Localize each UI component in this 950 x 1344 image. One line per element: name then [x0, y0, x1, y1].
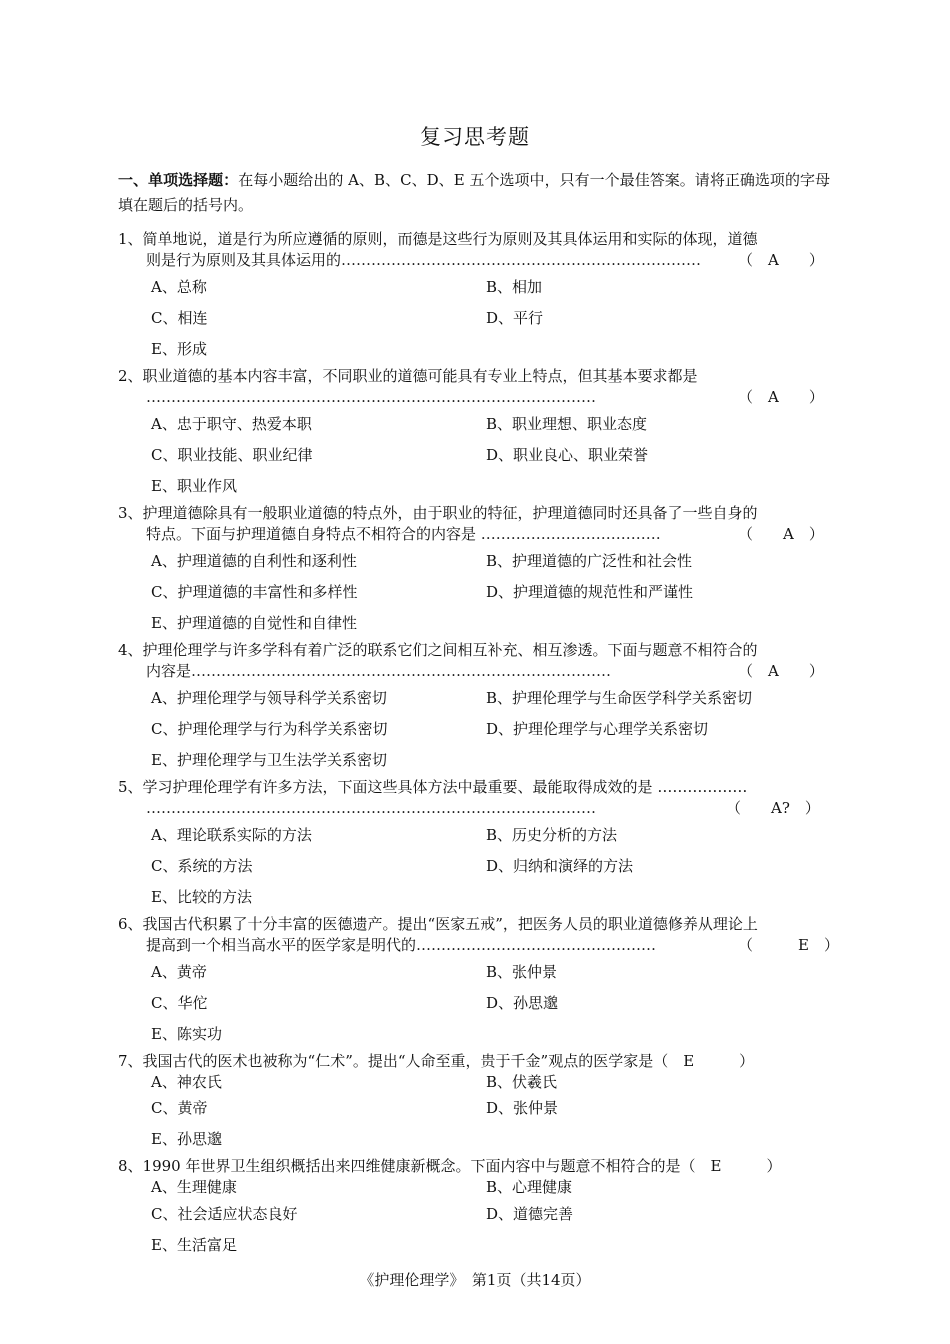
question-6-option-c: C、华佗 [151, 994, 208, 1012]
page-title: 复习思考题 [420, 125, 530, 149]
question-3-answer: （ A ） [738, 525, 824, 543]
question-7-option-b: B、伏羲氏 [486, 1073, 558, 1091]
question-5-answer: （ A? ） [726, 799, 820, 817]
question-1-line2: 则是行为原则及其具体运用的……………………………………………………………… [146, 251, 702, 269]
section-instructions: 在每小题给出的 A、B、C、D、E 五个选项中，只有一个最佳答案。请将正确选项的字母填在题后的括号内。 [118, 171, 830, 214]
question-4-line1: 4、护理伦理学与许多学科有着广泛的联系它们之间相互补充、相互渗透。下面与题意不相符合的 [118, 641, 758, 659]
question-3-option-c: C、护理道德的丰富性和多样性 [151, 583, 358, 601]
question-4-option-c: C、护理伦理学与行为科学关系密切 [151, 720, 388, 738]
question-6-line2: 提高到一个相当高水平的医学家是明代的………………………………………… [146, 936, 657, 954]
question-2-option-a: A、忠于职守、热爱本职 [151, 415, 312, 433]
question-1-line1: 1、简单地说，道是行为所应遵循的原则，而德是这些行为原则及其具体运用和实际的体现，道德 [118, 230, 758, 248]
question-6-line1: 6、我国古代积累了十分丰富的医德遗产。提出“医家五戒”，把医务人员的职业道德修养从理论上 [118, 915, 758, 933]
question-8-option-b: B、心理健康 [486, 1178, 573, 1196]
question-7-line1: 7、我国古代的医术也被称为“仁术”。提出“人命至重，贵于千金”观点的医学家是（ E ） [118, 1052, 755, 1070]
question-4-answer: （ A ） [738, 662, 824, 680]
question-6-option-b: B、张仲景 [486, 963, 558, 981]
question-2-line2: ……………………………………………………………………………… [146, 388, 596, 406]
question-3-option-a: A、护理道德的自利性和逐利性 [151, 552, 357, 570]
question-2-line1: 2、职业道德的基本内容丰富，不同职业的道德可能具有专业上特点，但其基本要求都是 [118, 367, 698, 385]
question-7-option-c: C、黄帝 [151, 1099, 208, 1117]
question-2-answer: （ A ） [738, 388, 824, 406]
question-4-option-a: A、护理伦理学与领导科学关系密切 [151, 689, 387, 707]
question-3-option-e: E、护理道德的自觉性和自律性 [151, 614, 357, 632]
question-5-line1: 5、学习护理伦理学有许多方法，下面这些具体方法中最重要、最能取得成效的是 ……………… [118, 778, 748, 796]
question-1-option-d: D、平行 [486, 309, 544, 327]
question-8-option-c: C、社会适应状态良好 [151, 1205, 298, 1223]
question-8-option-d: D、道德完善 [486, 1205, 574, 1223]
question-1-option-c: C、相连 [151, 309, 208, 327]
question-5-option-b: B、历史分析的方法 [486, 826, 618, 844]
section-label: 一、单项选择题： [118, 171, 239, 189]
question-7-option-e: E、孙思邈 [151, 1130, 222, 1148]
question-3-option-d: D、护理道德的规范性和严谨性 [486, 583, 694, 601]
question-5-line2: ……………………………………………………………………………… [146, 799, 596, 817]
question-3-line1: 3、护理道德除具有一般职业道德的特点外，由于职业的特征，护理道德同时还具备了一些自身的 [118, 504, 758, 522]
question-4-line2: 内容是………………………………………………………………………… [146, 662, 612, 680]
question-2-option-b: B、职业理想、职业态度 [486, 415, 648, 433]
question-6-option-a: A、黄帝 [151, 963, 207, 981]
question-6-option-d: D、孙思邈 [486, 994, 559, 1012]
question-6-option-e: E、陈实功 [151, 1025, 222, 1043]
question-5-option-d: D、归纳和演绎的方法 [486, 857, 634, 875]
question-1-option-a: A、总称 [151, 278, 207, 296]
question-5-option-e: E、比较的方法 [151, 888, 252, 906]
question-2-option-c: C、职业技能、职业纪律 [151, 446, 313, 464]
question-8-line1: 8、1990 年世界卫生组织概括出来四维健康新概念。下面内容中与题意不相符合的是（ E ） [118, 1157, 782, 1175]
question-1-answer: （ A ） [738, 251, 824, 269]
question-7-option-d: D、张仲景 [486, 1099, 559, 1117]
question-5-option-c: C、系统的方法 [151, 857, 253, 875]
question-8-option-e: E、生活富足 [151, 1236, 237, 1254]
question-8-option-a: A、生理健康 [151, 1178, 237, 1196]
section-intro [118, 168, 830, 218]
question-4-option-b: B、护理伦理学与生命医学科学关系密切 [486, 689, 753, 707]
question-3-line2: 特点。下面与护理道德自身特点不相符合的内容是 ……………………………… [146, 525, 661, 543]
question-1-option-e: E、形成 [151, 340, 207, 358]
question-1-option-b: B、相加 [486, 278, 543, 296]
question-7-option-a: A、神农氏 [151, 1073, 222, 1091]
question-6-answer: （ E ） [738, 936, 839, 954]
question-2-option-d: D、职业良心、职业荣誉 [486, 446, 649, 464]
question-4-option-d: D、护理伦理学与心理学关系密切 [486, 720, 709, 738]
question-5-option-a: A、理论联系实际的方法 [151, 826, 312, 844]
question-3-option-b: B、护理道德的广泛性和社会性 [486, 552, 693, 570]
question-4-option-e: E、护理伦理学与卫生法学关系密切 [151, 751, 387, 769]
question-2-option-e: E、职业作风 [151, 477, 237, 495]
page-footer: 《护理伦理学》 第1页（共14页） [359, 1271, 591, 1289]
